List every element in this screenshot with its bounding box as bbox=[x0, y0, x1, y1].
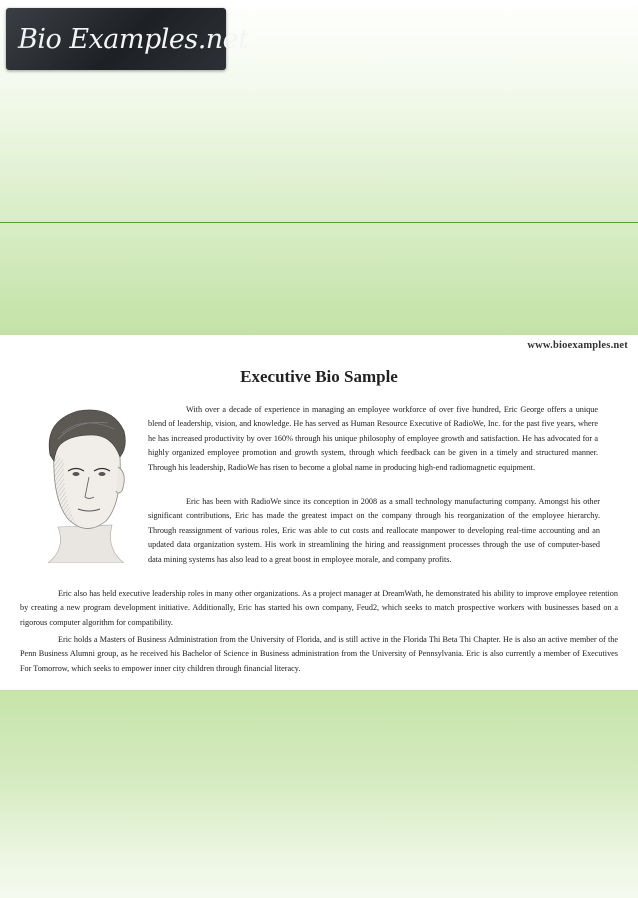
divider-line bbox=[0, 222, 638, 223]
paragraph-text: Eric has been with RadioWe since its conception in 2008 as a small technology manufacturing company. Amongst his other significant contributions, Eric has made the greatest impact on the company through his reorganization of the employee hierarchy. Through reassignment of various roles, Eric was able to cut costs and reallocate manpower to developing real-time accounting and an updated data organization system. His work in streamlining the hiring and reassignment processes through the use of computer-based data mining systems has also lead to a great boost in employee morale, and company profits. bbox=[148, 497, 600, 564]
logo-text: Bio Examples.net bbox=[18, 23, 249, 55]
site-logo[interactable] bbox=[6, 8, 249, 70]
bio-paragraph-4 bbox=[20, 633, 618, 676]
paragraph-text: Eric also has held executive leadership roles in many other organizations. As a project manager at DreamWath, he demonstrated his ability to improve employee retention by creating a new program development initiative. Additionally, Eric has started his own company, Feud2, which seeks to match prospective workers with businesses based on a rigorous computer algorithm for compatibility. bbox=[20, 589, 618, 627]
document-title: Executive Bio Sample bbox=[240, 367, 398, 386]
bio-document bbox=[0, 335, 638, 690]
bio-paragraph-1 bbox=[148, 403, 598, 475]
paragraph-text: With over a decade of experience in managing an employee workforce of over five hundred, Eric George offers a unique blend of leadership, vision, and knowledge. He has served as Human Resource Executive of RadioWe, Inc. for the past five years, where he has increased productivity by over 160% through his unique philosophy of employee growth and satisfaction. He has advocated for a highly organized employee promotion and growth system, through which feedback can be given in a timely and structured manner. Through his leadership, RadioWe has risen to become a global name in producing high-end radiomagnetic equipment. bbox=[148, 405, 598, 472]
paragraph-text: Eric holds a Masters of Business Administration from the University of Florida, and is still active in the Florida Thi Beta Thi Chapter. He is also an active member of the Penn Business Alumni group, as he received his Bachelor of Science in Business administration from the University of Pennsylvania. Eric is also currently a member of Executives For Tomorrow, which seeks to empower inner city children through financial literacy. bbox=[20, 635, 618, 673]
portrait-sketch bbox=[28, 399, 148, 563]
bio-paragraph-2 bbox=[148, 495, 600, 567]
bio-paragraph-3 bbox=[20, 587, 618, 630]
bottom-green-band bbox=[0, 690, 638, 898]
site-url[interactable]: www.bioexamples.net bbox=[527, 340, 628, 351]
